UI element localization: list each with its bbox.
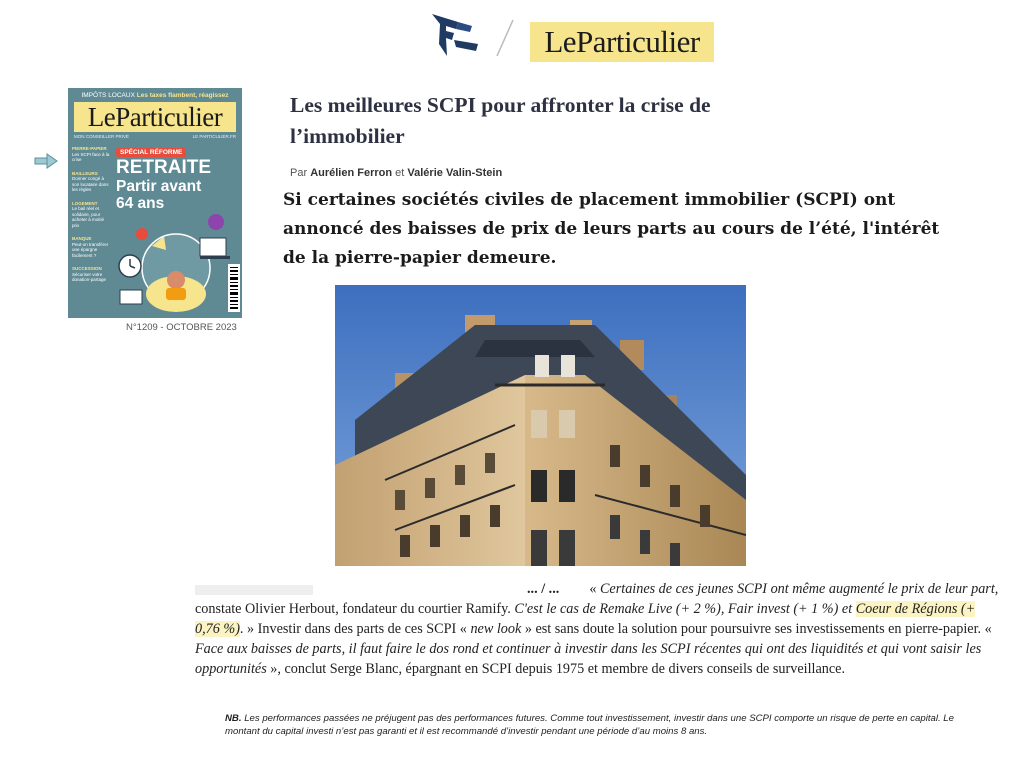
barcode-icon	[228, 264, 240, 312]
note-label: NB.	[225, 713, 242, 724]
cover-top-text: Les taxes flambent, réagissez	[136, 92, 229, 99]
magazine-cover	[68, 88, 242, 318]
arrow-right-icon	[34, 153, 58, 169]
attribution-2: », conclut Serge Blanc, épargnant en SCPI depuis 1975 et membre de divers conseils de surveillance.	[266, 661, 845, 677]
building-photo	[335, 285, 746, 566]
cover-top-prefix: IMPÔTS LOCAUX	[81, 92, 135, 99]
disclaimer-note	[225, 712, 965, 738]
cover-side-item: SUCCESSION Sécuriser votre donation-partage	[72, 266, 107, 282]
byline-prefix: Par	[290, 167, 308, 179]
cover-badge: SPÉCIAL RÉFORME	[116, 148, 186, 157]
quote-3: Face aux baisses de parts, il faut faire le dos rond et continuer à investir dans les SCPI récentes qui ont des liquidités et qui vont saisir les opportunités	[195, 641, 982, 677]
retirement-illustration-icon	[112, 206, 240, 314]
article-lede: Si certaines sociétés civiles de placement immobilier (SCPI) ont annoncé des baisses de prix de leurs parts au cours de l’été, l'intérêt de la pierre-papier demeure.	[283, 190, 940, 268]
logo-divider-slash	[494, 18, 516, 58]
quote-2: C'est le cas de Remake Live (+ 2 %), Fair invest (+ 1 %) et	[514, 601, 856, 617]
cover-masthead: LeParticulier	[74, 102, 236, 132]
byline-and: et	[395, 167, 405, 179]
cover-side-item: LOGEMENT Le bail réel et solidaire, pour acheter à moitié prix	[72, 200, 105, 228]
attribution-1: constate Olivier Herbout, fondateur du courtier Ramify.	[195, 601, 515, 617]
note-text: Les performances passées ne préjugent pas des performances futures. Comme tout investissement, investir dans une SCPI comporte un risque de perte en capital. Le montant du capital investi n’est pas garanti et il est recommandé d’investir pendant une période d’au moins 8 ans.	[225, 713, 954, 737]
le-particulier-logo: LeParticulier	[530, 22, 714, 62]
cover-caption: N°1209 - OCTOBRE 2023	[126, 322, 237, 333]
byline	[290, 167, 502, 179]
article-excerpt: ... / ... « Certaines de ces jeunes SCPI ont même augmenté le prix de leur part, constate Olivier Herbout, fondateur du courtier Ramify. C'est le cas de Remake Live (+ 2 %), Fair invest (+ 1 %) et Coeur de Régions (+ 0,76 %). » Investir dans des parts de ces SCPI « new look » est sans doute la solution pour poursuivre ses investissements en pierre-papier. « Face aux baisses de parts, il faut faire le dos rond et continuer à investir dans les SCPI récentes qui ont des liquidités et qui vont saisir les opportunités », conclut Serge Blanc, épargnant en SCPI depuis 1975 et membre de divers conseils de surveillance.	[195, 581, 999, 677]
author-link[interactable]: Valérie Valin-Stein	[407, 167, 503, 179]
cover-sub-right: LE PARTICULIER.FR	[192, 134, 236, 139]
cover-top-line	[68, 92, 242, 99]
cover-sub-left: MON CONSEILLER PRIVÉ	[74, 134, 130, 139]
highlighted-scpi: Coeur de Régions (+ 0,76 %)	[195, 601, 976, 637]
cropped-line	[195, 585, 313, 595]
cover-side-list	[72, 146, 112, 291]
article-title: Les meilleures SCPI pour affronter la crise de l’immobilier	[290, 93, 711, 148]
cover-headline	[116, 158, 238, 212]
cover-headline-3: 64 ans	[116, 195, 165, 212]
author-link[interactable]: Aurélien Ferron	[310, 167, 393, 179]
figaro-f-logo-icon	[432, 14, 478, 56]
cover-side-item: PIERRE-PAPIER Les SCPI face à la crise	[72, 146, 110, 162]
cover-side-item: BANQUE Peut-on transférer une épargne facilement ?	[72, 236, 109, 258]
new-look-term: new look	[470, 621, 522, 637]
cover-headline-1: RETRAITE	[116, 157, 211, 178]
excerpt-ellipsis: ... / ...	[527, 581, 560, 597]
cover-side-item: BAILLEURS Donner congé à son locataire dans les règles	[72, 170, 109, 192]
cover-subline	[74, 134, 236, 139]
cover-headline-2: Partir avant	[116, 178, 202, 195]
quote-1: Certaines de ces jeunes SCPI ont même augmenté le prix de leur part,	[599, 581, 999, 597]
